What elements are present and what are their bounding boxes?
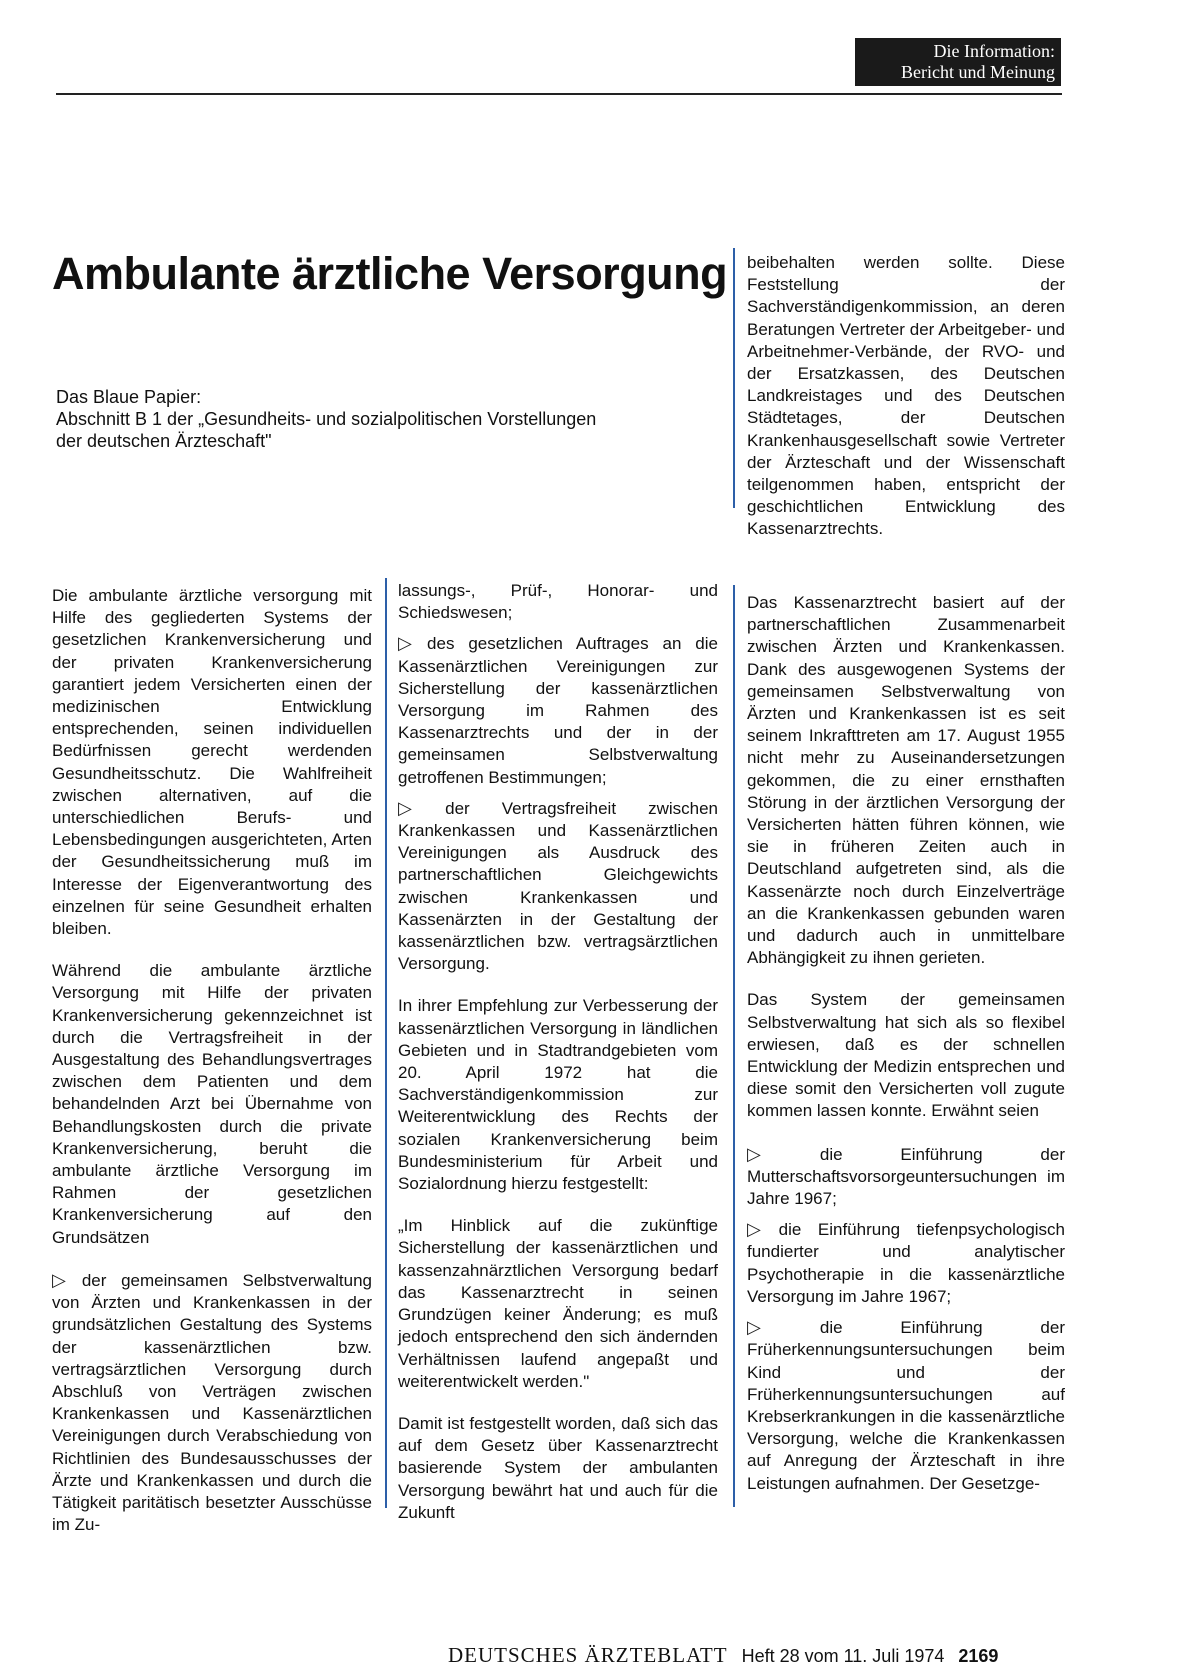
subtitle-line: Abschnitt B 1 der „Gesundheits- und sozialpolitischen Vorstellungen <box>56 409 597 429</box>
column-divider <box>733 248 735 508</box>
journal-name: DEUTSCHES ÄRZTEBLATT <box>448 1643 728 1667</box>
subtitle-line: der deutschen Ärzteschaft" <box>56 431 272 451</box>
text-column-2 <box>398 580 718 1544</box>
section-badge <box>855 38 1061 86</box>
issue-info: Heft 28 vom 11. Juli 1974 <box>741 1646 945 1666</box>
bullet-item <box>398 632 718 788</box>
header-rule <box>56 93 1062 95</box>
column-divider <box>385 578 387 1508</box>
page-footer <box>448 1643 998 1668</box>
triangle-right-icon: ▷ <box>398 633 422 654</box>
column-divider <box>733 585 735 1507</box>
text-column-3-top <box>747 252 1065 561</box>
bullet-text: die Einführung tiefenpsychologisch fundierter und analytischer Psychotherapie in die kassenärztliche Versorgung im Jahre 1967; <box>747 1220 1065 1306</box>
bullet-item <box>747 1316 1065 1495</box>
article-subtitle <box>56 386 696 452</box>
quotation: „Im Hinblick auf die zukünftige Sicherstellung der kassenärztlichen und kassenzahnärztlichen Versorgung bedarf das Kassenarztrecht in seinen Grundzügen keiner Änderung; es muß jedoch entsprechend den sich ändernden Verhältnissen laufend angepaßt und weiterentwickelt werden." <box>398 1216 718 1391</box>
bullet-text: die Einführung der Früherkennungsuntersuchungen beim Kind und der Früherkennungsuntersuchungen auf Krebserkrankungen in die kassenärztliche Versorgung, welche die Krankenkassen auf Anregung der Ärzteschaft in ihre Leistungen aufnahmen. Der Gesetzge- <box>747 1318 1065 1493</box>
triangle-right-icon: ▷ <box>747 1219 773 1240</box>
section-label-line1: Die Information: <box>933 41 1055 61</box>
section-label-line2: Bericht und Meinung <box>901 62 1055 82</box>
paragraph: Die ambulante ärztliche versorgung mit Hilfe des gegliederten Systems der gesetzlichen Krankenversicherung und der privaten Krankenversicherung garantiert jedem Versicherten einen der medizinischen Entwicklung entsprechenden, seinen individuellen Bedürfnissen gerecht werdenden Gesundheitsschutz. Die Wahlfreiheit zwischen alternativen, auf die unterschiedlichen Berufs- und Lebensbedingungen ausgerichteten, Arten der Gesundheitssicherung muß im Interesse der Eigenverantwortung des einzelnen für seine Gesundheit erhalten bleiben. <box>52 586 372 939</box>
bullet-text: der Vertragsfreiheit zwischen Krankenkassen und Kassenärztlichen Vereinigungen als Ausdruck des partnerschaftlichen Gleichgewichts zwischen Krankenkassen und Kassenärzten in der Gestaltung der kassenärztlichen bzw. vertragsärztlichen Versorgung. <box>398 798 718 974</box>
triangle-right-icon: ▷ <box>52 1269 76 1290</box>
triangle-right-icon: ▷ <box>398 797 440 818</box>
paragraph: Das Kassenarztrecht basiert auf der partnerschaftlichen Zusammenarbeit zwischen Ärzten und Krankenkassen. Dank des ausgewogenen Systems der gemeinsamen Selbstverwaltung von Ärzten und Krankenkassen ist es seit seinem Inkrafttreten am 17. August 1955 nicht mehr zu Auseinandersetzungen gekommen, die zu einer ernsthaften Störung in der ärztlichen Versorgung der Versicherten hätten führen können, wie sie in früheren Zeiten auch in Deutschland aufgetreten sind, als die Kassenärzte noch durch Einzelverträge an die Krankenkassen gebunden waren und dadurch auch in unmittelbare Abhängigkeit zu ihnen gerieten. <box>747 593 1065 968</box>
bullet-text: des gesetzlichen Auftrages an die Kassenärztlichen Vereinigungen zur Sicherstellung der kassenärztlichen Versorgung im Rahmen des Kassenarztrechts und der in der gemeinsamen Selbstverwaltung getroffenen Bestimmungen; <box>398 634 718 787</box>
paragraph: In ihrer Empfehlung zur Verbesserung der kassenärztlichen Versorgung in ländlichen Gebieten und in Stadtrandgebieten vom 20. April 1972 hat die Sachverständigenkommission zur Weiterentwicklung des Rechts der sozialen Krankenversicherung beim Bundesministerium für Arbeit und Sozialordnung hierzu festgestellt: <box>398 996 718 1194</box>
paragraph: beibehalten werden sollte. Diese Feststellung der Sachverständigenkommission, an deren Beratungen Vertreter der Arbeitgeber- und Arbeitnehmer-Verbände, der RVO- und der Ersatzkassen, des Deutschen Landkreistages und des Deutschen Städtetages, der Deutschen Krankenhausgesellschaft sowie Vertreter der Ärzteschaft und der Wissenschaft teilgenommen haben, entspricht der geschichtlichen Entwicklung des Kassenarztrechts. <box>747 253 1065 539</box>
paragraph: Während die ambulante ärztliche Versorgung mit Hilfe der privaten Krankenversicherung gekennzeichnet ist durch die Vertragsfreiheit in der Ausgestaltung des Behandlungsvertrages zwischen dem Patienten und dem behandelnden Arzt bei Übernahme von Behandlungskosten durch die private Krankenversicherung, beruht die ambulante ärztliche Versorgung im Rahmen der gesetzlichen Krankenversicherung auf den Grundsätzen <box>52 961 372 1247</box>
triangle-right-icon: ▷ <box>747 1143 814 1164</box>
article-title: Ambulante ärztliche Versorgung <box>52 248 728 299</box>
text-column-1 <box>52 585 372 1544</box>
bullet-item <box>747 1218 1065 1308</box>
bullet-item <box>747 1143 1065 1211</box>
paragraph: lassungs-, Prüf-, Honorar- und Schiedswesen; <box>398 581 718 623</box>
bullet-text: die Einführung der Mutterschaftsvorsorgeuntersuchungen im Jahre 1967; <box>747 1144 1065 1209</box>
bullet-text: der gemeinsamen Selbstverwaltung von Ärzten und Krankenkassen in der grundsätzlichen Gestaltung des Systems der kassenärztlichen bzw. vertragsärztlichen Versorgung durch Abschluß von Verträgen zwischen Krankenkassen und Kassenärztlichen Vereinigungen durch Verabschiedung von Richtlinien des Bundesausschusses der Ärzte und Krankenkassen und durch die Tätigkeit paritätisch besetzter Ausschüsse im Zu- <box>52 1270 372 1535</box>
text-column-3 <box>747 592 1065 1503</box>
triangle-right-icon: ▷ <box>747 1317 814 1338</box>
paragraph: Damit ist festgestellt worden, daß sich das auf dem Gesetz über Kassenarztrecht basierende System der ambulanten Versorgung bewährt hat und auch für die Zukunft <box>398 1413 718 1522</box>
bullet-item <box>52 1269 372 1536</box>
bullet-item <box>398 797 718 976</box>
paragraph: Das System der gemeinsamen Selbstverwaltung hat sich als so flexibel erwiesen, daß es der schnellen Entwicklung der Medizin entsprechen und diese somit den Versicherten voll zugute kommen lassen konnte. Erwähnt seien <box>747 990 1065 1121</box>
page-number: 2169 <box>958 1646 999 1666</box>
subtitle-line: Das Blaue Papier: <box>56 387 202 407</box>
